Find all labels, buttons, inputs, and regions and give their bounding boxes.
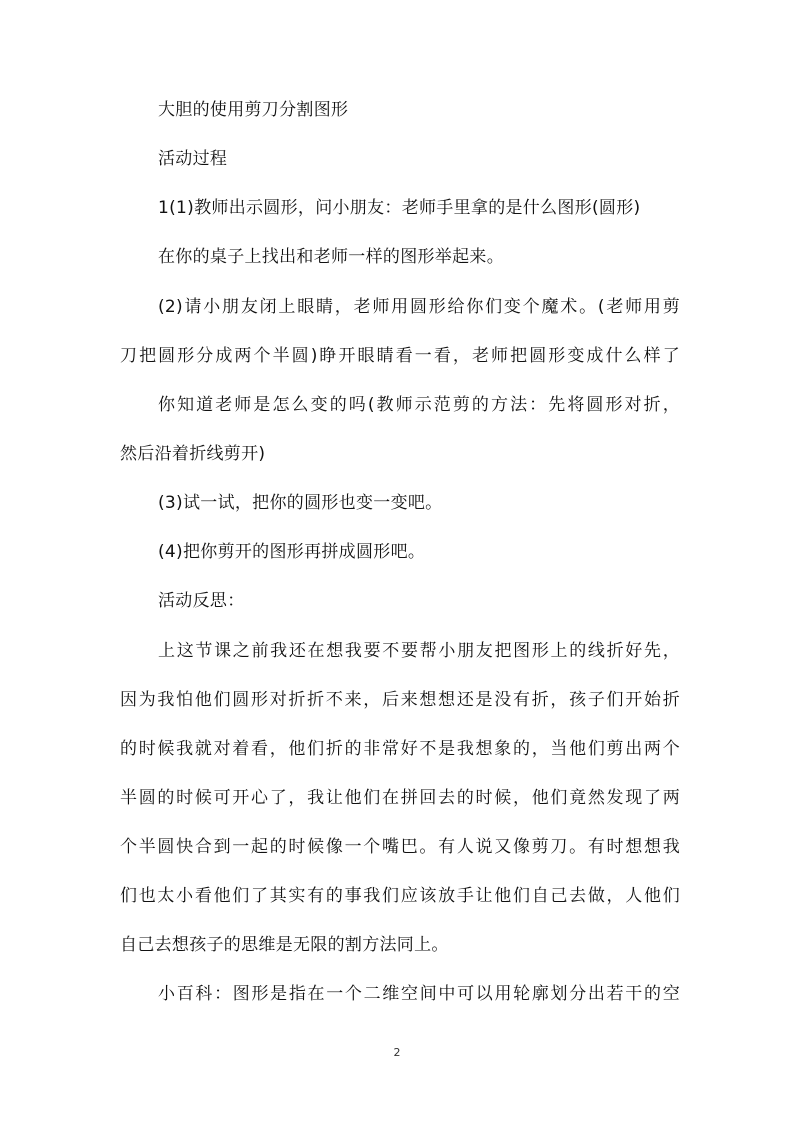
paragraph-line: 半圆的时候可开心了，我让他们在拼回去的时候，他们竟然发现了两 bbox=[120, 788, 680, 808]
paragraph-line: (2)请小朋友闭上眼睛，老师用圆形给你们变个魔术。(老师用剪 bbox=[158, 297, 680, 317]
paragraph-line: 刀把圆形分成两个半圆)睁开眼睛看一看，老师把圆形变成什么样了 bbox=[120, 346, 680, 366]
paragraph-line: 小百科：图形是指在一个二维空间中可以用轮廓划分出若干的空 bbox=[158, 984, 680, 1004]
section-heading: 活动反思： bbox=[158, 591, 245, 611]
paragraph-line: 在你的桌子上找出和老师一样的图形举起来。 bbox=[158, 247, 504, 267]
paragraph-line: 然后沿着折线剪开) bbox=[120, 444, 266, 464]
paragraph-line: 自己去想孩子的思维是无限的割方法同上。 bbox=[120, 935, 449, 955]
paragraph-line: (4)把你剪开的图形再拼成圆形吧。 bbox=[158, 542, 426, 562]
page-number: 2 bbox=[393, 1046, 401, 1059]
paragraph-line: 的时候我就对着看，他们折的非常好不是我想象的，当他们剪出两个 bbox=[120, 739, 680, 759]
paragraph-line: (3)试一试，把你的圆形也变一变吧。 bbox=[158, 493, 443, 513]
title-line: 大胆的使用剪刀分割图形 bbox=[158, 100, 349, 120]
paragraph-line: 1(1)教师出示圆形，问小朋友：老师手里拿的是什么图形(圆形) bbox=[158, 198, 641, 218]
paragraph-line: 你知道老师是怎么变的吗(教师示范剪的方法：先将圆形对折， bbox=[158, 395, 680, 415]
section-heading: 活动过程 bbox=[158, 149, 228, 169]
paragraph-line: 因为我怕他们圆形对折折不来，后来想想还是没有折，孩子们开始折 bbox=[120, 690, 680, 710]
paragraph-line: 们也太小看他们了其实有的事我们应该放手让他们自己去做，人他们 bbox=[120, 886, 680, 906]
paragraph-line: 上这节课之前我还在想我要不要帮小朋友把图形上的线折好先， bbox=[158, 641, 680, 661]
paragraph-line: 个半圆快合到一起的时候像一个嘴巴。有人说又像剪刀。有时想想我 bbox=[120, 837, 680, 857]
